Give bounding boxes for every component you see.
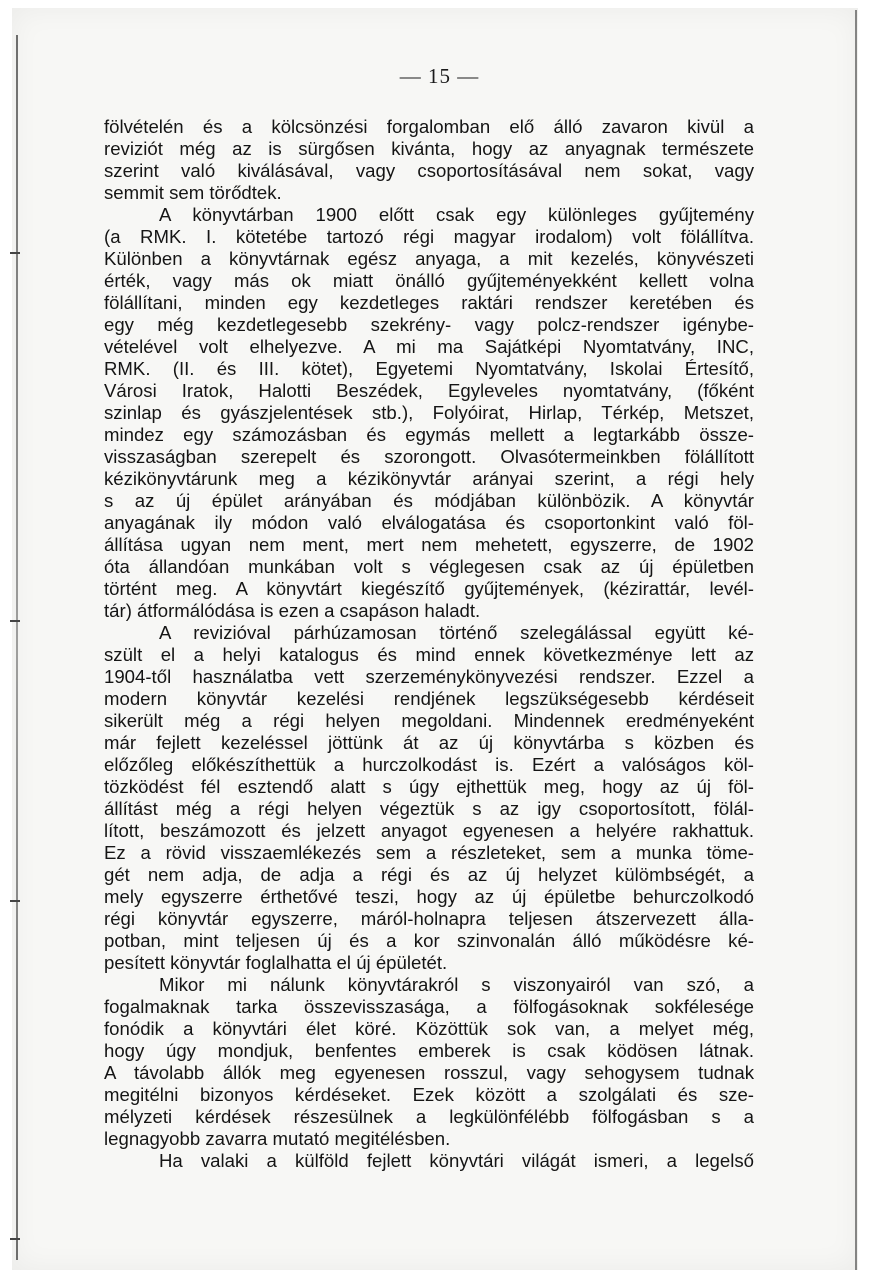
text-line: tözködést fél esztendő alatt s úgy ejthettük meg, hogy az új föl- — [104, 776, 754, 797]
text-line: Különben a könyvtárnak egész anyaga, a mit kezelés, könyvészeti — [104, 248, 754, 269]
text-line: régi könyvtár egyszerre, máról-holnapra teljesen átszervezett álla- — [104, 908, 754, 929]
text-line: kézikönyvtárunk meg a kézikönyvtár arányai szerint, a régi hely — [104, 468, 754, 489]
text-line: fölvételén és a kölcsönzési forgalomban elő álló zavaron kivül a — [104, 116, 754, 137]
text-line: anyagának ily módon való elválogatása és csoportonkint való föl- — [104, 512, 754, 533]
text-line: Városi Iratok, Halotti Beszédek, Egyleveles nyomtatvány, (főként — [104, 380, 754, 401]
text-line: fonódik a könyvtári élet köré. Közöttük sok van, a melyet még, — [104, 1018, 754, 1039]
text-line: mindez egy számozásban és egymás mellett a legtarkább össze- — [104, 424, 754, 445]
text-line: szült el a helyi katalogus és mind ennek következménye lett az — [104, 644, 754, 665]
text-line: lított, beszámozott és jelzett anyagot egyenesen a helyére rakhattuk. — [104, 820, 754, 841]
text-line: egy még kezdetlegesebb szekrény- vagy polcz-rendszer igénybe- — [104, 314, 754, 335]
binding-mark — [10, 900, 20, 902]
text-line: megitélni bizonyos kérdéseket. Ezek között a szolgálati és sze- — [104, 1084, 754, 1105]
text-line: potban, mint teljesen új és a kor szinvonalán álló működésre ké- — [104, 930, 754, 951]
text-line: sikerült még a régi helyen megoldani. Mindennek eredményeként — [104, 710, 754, 731]
text-line: legnagyobb zavarra mutató megitélésben. — [104, 1128, 451, 1149]
binding-mark — [10, 1238, 20, 1240]
text-line: (a RMK. I. kötetébe tartozó régi magyar irodalom) volt fölállítva. — [104, 226, 754, 247]
text-line: szerint való kiválásával, vagy csoportosításával nem sokat, vagy — [104, 160, 754, 181]
right-page-edge — [855, 10, 857, 1270]
text-line: mely egyszerre érthetővé teszi, hogy az új épületbe behurczolkodó — [104, 886, 754, 907]
left-binding-edge — [16, 35, 18, 1260]
text-line: óta állandóan munkában volt s véglegesen csak az új épületben — [104, 556, 754, 577]
text-line: RMK. (II. és III. kötet), Egyetemi Nyomtatvány, Iskolai Értesítő, — [104, 358, 754, 379]
text-line: gét nem adja, de adja a régi és az új helyzet külömbségét, a — [104, 864, 754, 885]
text-line: semmit sem törődtek. — [104, 182, 282, 203]
text-line: visszaságban szerepelt és szorongott. Olvasótermeinkben fölállított — [104, 446, 754, 467]
body-text — [104, 116, 754, 1172]
text-line: előzőleg előkészíthettük a hurczolkodást is. Ezért a valóságos köl- — [104, 754, 754, 775]
text-line: érték, vagy más ok miatt önálló gyűjteményekként kellett volna — [104, 270, 754, 291]
text-line: tár) átformálódása is ezen a csapáson haladt. — [104, 600, 481, 621]
text-line: szinlap és gyászjelentések stb.), Folyóirat, Hirlap, Térkép, Metszet, — [104, 402, 754, 423]
text-line: reviziót még az is sürgősen kivánta, hogy az anyagnak természete — [104, 138, 754, 159]
text-line: pesített könyvtár foglalhatta el új épületét. — [104, 952, 448, 973]
text-line: Mikor mi nálunk könyvtárakról s viszonyairól van szó, a — [159, 974, 754, 995]
text-line: történt meg. A könyvtárt kiegészítő gyűjtemények, (kézirattár, levél- — [104, 578, 754, 599]
text-line: mélyzeti kérdések részesülnek a legkülönfélébb fölfogásban s a — [104, 1106, 754, 1127]
text-line: fogalmaknak tarka összevisszasága, a fölfogásoknak sokfélesége — [104, 996, 754, 1017]
binding-mark — [10, 252, 20, 254]
text-line: A könyvtárban 1900 előtt csak egy különleges gyűjtemény — [159, 204, 754, 225]
text-line: állítása ugyan nem ment, mert nem mehetett, egyszerre, de 1902 — [104, 534, 754, 555]
text-line: már fejlett kezeléssel jöttünk át az új könyvtárba s közben és — [104, 732, 754, 753]
text-line: 1904-től használatba vett szerzeménykönyvezési rendszer. Ezzel a — [104, 666, 754, 687]
text-line: vételével volt elhelyezve. A mi ma Sajátképi Nyomtatvány, INC, — [104, 336, 754, 357]
text-line: s az új épület arányában és módjában különbözik. A könyvtár — [104, 490, 754, 511]
text-line: állítást még a régi helyen végeztük s az igy csoportosított, fölál- — [104, 798, 754, 819]
page-number: — 15 — — [399, 64, 480, 88]
text-line: modern könyvtár kezelési rendjének legszükségesebb kérdéseit — [104, 688, 754, 709]
text-line: Ez a rövid visszaemlékezés sem a részleteket, sem a munka töme- — [104, 842, 754, 863]
text-line: hogy úgy mondjuk, benfentes emberek is csak ködösen látnak. — [104, 1040, 754, 1061]
text-line: A távolabb állók meg egyenesen rosszul, vagy sehogysem tudnak — [104, 1062, 754, 1083]
text-line: A revizióval párhúzamosan történő szelegálással együtt ké- — [159, 622, 754, 643]
binding-mark — [10, 620, 20, 622]
text-line: Ha valaki a külföld fejlett könyvtári világát ismeri, a legelső — [159, 1150, 754, 1171]
text-line: fölállítani, minden egy kezdetleges raktári rendszer keretében és — [104, 292, 754, 313]
